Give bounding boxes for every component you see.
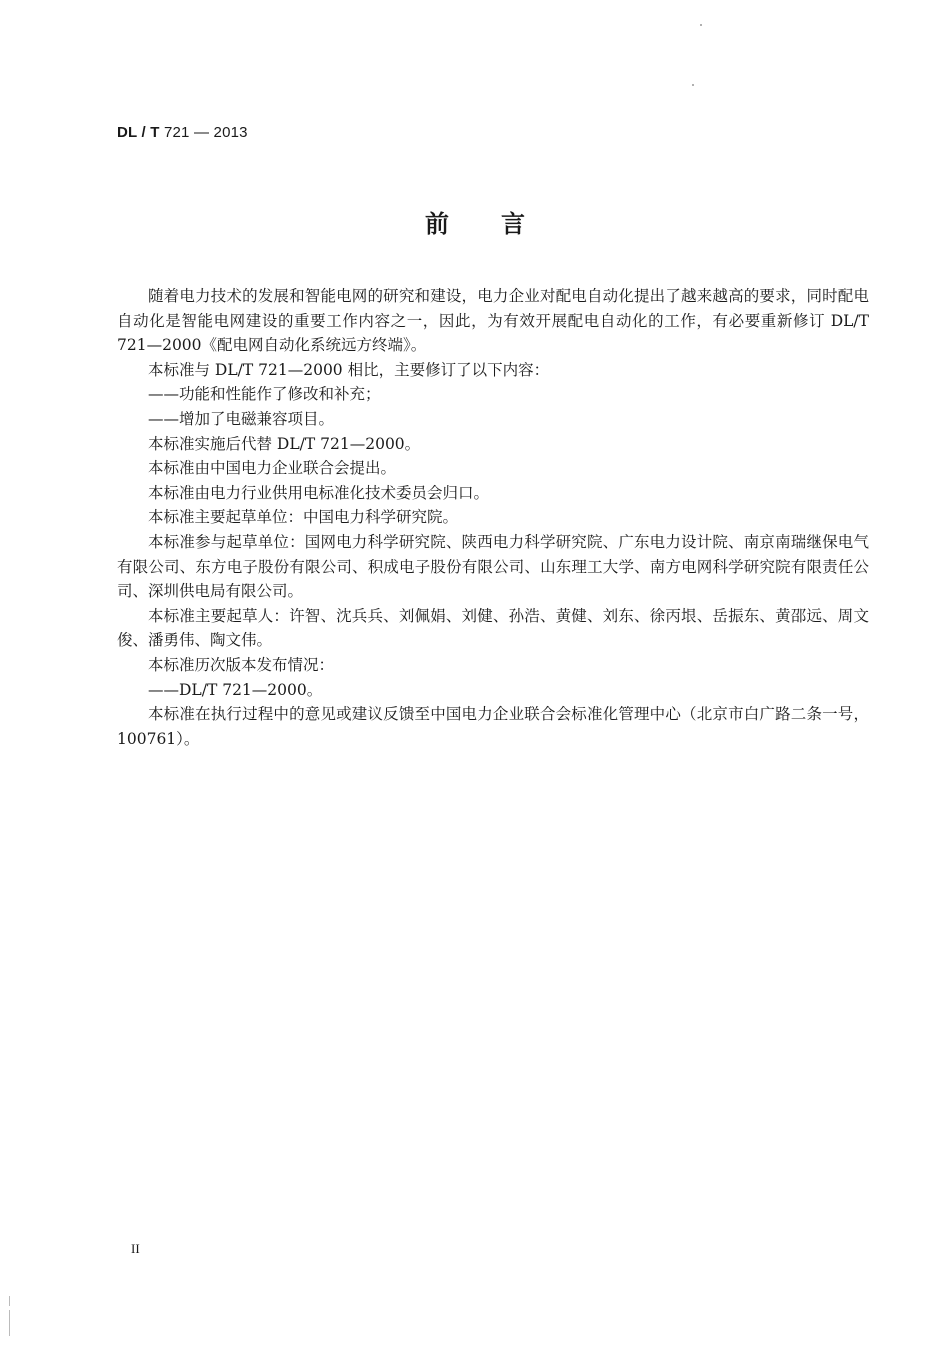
scan-speck (700, 24, 702, 26)
history-item-1: ——DL/T 721—2000。 (148, 680, 323, 699)
paragraph-committee: 本标准由电力行业供用电标准化技术委员会归口。 (148, 483, 490, 502)
change-item-1: ——功能和性能作了修改和补充； (148, 385, 381, 404)
document-header (117, 124, 248, 141)
scan-speck (692, 84, 694, 86)
paragraph-feedback: 本标准在执行过程中的意见或建议反馈至中国电力企业联合会标准化管理中心（北京市白广路二条一号，100761）。 (117, 705, 869, 748)
paragraph-changes: 本标准与 DL/T 721—2000 相比，主要修订了以下内容： (148, 360, 550, 379)
scan-edge-mark (9, 1296, 10, 1306)
standard-number: 721 — 2013 (163, 124, 248, 141)
page-number: II (131, 1241, 140, 1256)
scan-edge-mark (9, 1310, 10, 1336)
paragraph-participants: 本标准参与起草单位：国网电力科学研究院、陕西电力科学研究院、广东电力设计院、南京南瑞继保电气有限公司、东方电子股份有限公司、积成电子股份有限公司、山东理工大学、南方电网科学研究院有限责任公司、深圳供电局有限公司。 (117, 532, 869, 601)
standard-code: DL / T (117, 124, 160, 141)
paragraph-replaces: 本标准实施后代替 DL/T 721—2000。 (148, 434, 421, 453)
page-title: 前言 (425, 210, 577, 238)
preface-body (117, 284, 869, 751)
paragraph-proposed: 本标准由中国电力企业联合会提出。 (148, 459, 397, 478)
paragraph-drafters: 本标准主要起草人：许智、沈兵兵、刘佩娟、刘健、孙浩、黄健、刘东、徐丙垠、岳振东、黄邵远、周文俊、潘勇伟、陶文伟。 (117, 606, 869, 650)
change-item-2: ——增加了电磁兼容项目。 (148, 409, 335, 428)
paragraph-main-drafter: 本标准主要起草单位：中国电力科学研究院。 (148, 508, 459, 527)
paragraph-history: 本标准历次版本发布情况： (148, 655, 335, 674)
paragraph-intro: 随着电力技术的发展和智能电网的研究和建设，电力企业对配电自动化提出了越来越高的要求，同时配电自动化是智能电网建设的重要工作内容之一，因此，为有效开展配电自动化的工作，有必要重新修订 DL/T 721—2000《配电网自动化系统远方终端》。 (117, 287, 869, 355)
